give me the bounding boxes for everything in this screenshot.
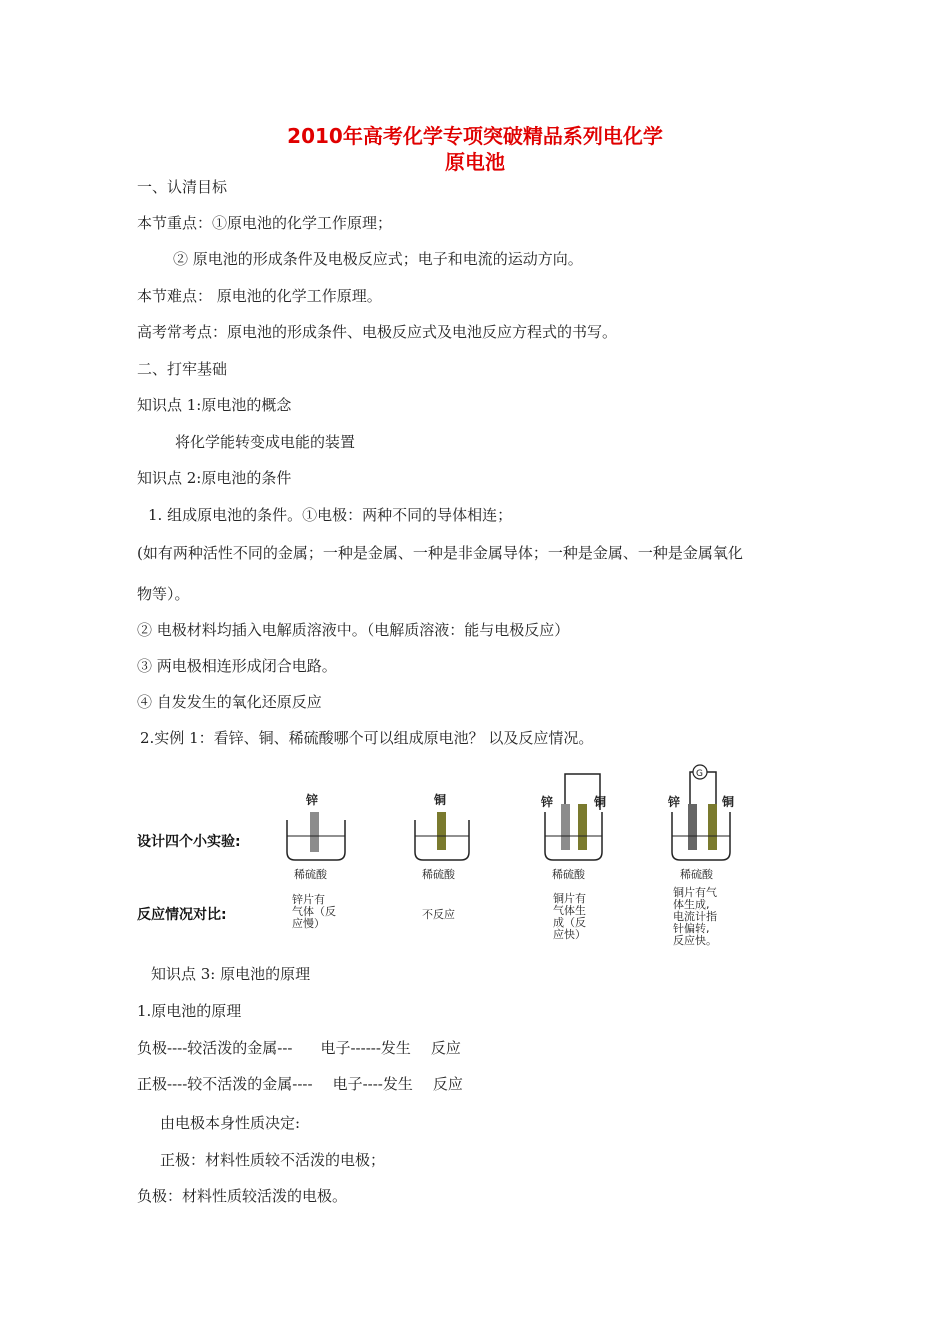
result-1-line: 气体（反 <box>292 905 336 918</box>
condition-1-note: (如有两种活性不同的金属；一种是金属、一种是非金属导体；一种是金属、一种是金属氧化 <box>137 544 743 562</box>
result-4-line: 铜片有气 <box>673 886 717 899</box>
difficult-point: 本节难点： 原电池的化学工作原理。 <box>137 287 382 305</box>
knowledge-point-2: 知识点 2:原电池的条件 <box>137 469 292 487</box>
result-3 <box>553 891 586 941</box>
positive-part-a: 正极----较不活泼的金属---- <box>137 1075 313 1093</box>
beaker-zinc-copper <box>540 774 606 881</box>
zinc-electrode <box>310 812 319 852</box>
negative-part-b: 电子------发生 <box>320 1039 411 1057</box>
label-zinc-4: 锌 <box>668 795 681 809</box>
positive-part-c: 反应 <box>432 1075 463 1093</box>
galvanometer-label: G <box>696 769 703 779</box>
key-point: 本节重点：①原电池的化学工作原理； <box>137 214 393 232</box>
condition-1-note-end: 物等）。 <box>137 585 190 603</box>
result-1-line: 锌片有 <box>292 893 325 906</box>
knowledge-point-1: 知识点 1:原电池的概念 <box>137 396 292 414</box>
title-line-2: 原电池 <box>445 150 505 174</box>
section-1-heading: 一、认清目标 <box>137 178 228 196</box>
label-copper-2: 铜 <box>434 793 447 807</box>
solution-label-1: 稀硫酸 <box>294 868 327 881</box>
negative-definition: 负极：材料性质较活泼的电极。 <box>137 1187 348 1205</box>
decided-by: 由电极本身性质决定: <box>160 1114 301 1132</box>
copper-electrode <box>437 812 446 850</box>
positive-definition: 正极：材料性质较不活泼的电极； <box>160 1151 386 1169</box>
section-2-heading: 二、打牢基础 <box>137 360 228 378</box>
result-4-line: 体生成, <box>673 898 710 911</box>
label-copper-4: 铜 <box>722 795 735 809</box>
positive-part-b: 电子----发生 <box>332 1075 413 1093</box>
zinc-electrode <box>688 804 697 850</box>
copper-electrode <box>578 804 587 850</box>
result-2: 不反应 <box>422 908 455 921</box>
copper-electrode <box>708 804 717 850</box>
result-1-line: 应慢） <box>292 917 325 930</box>
result-3-line: 成（反 <box>553 916 586 929</box>
result-4-line: 针偏转, <box>673 922 710 935</box>
definition: 将化学能转变成电能的装置 <box>175 433 356 451</box>
condition-1: 1. 组成原电池的条件。①电极：两种不同的导体相连； <box>148 506 513 524</box>
experiment-figure <box>0 760 950 960</box>
row-label-results: 反应情况对比: <box>137 907 227 923</box>
result-4-line: 电流计指 <box>673 910 717 923</box>
key-point-2: ② 原电池的形成条件及电极反应式；电子和电流的运动方向。 <box>173 250 583 268</box>
exam-point: 高考常考点：原电池的形成条件、电极反应式及电池反应方程式的书写。 <box>137 323 618 341</box>
principle-heading: 1.原电池的原理 <box>137 1002 242 1020</box>
row-label-experiments: 设计四个小实验: <box>137 834 241 850</box>
example-1: 2.实例 1：看锌、铜、稀硫酸哪个可以组成原电池？ 以及反应情况。 <box>140 729 594 747</box>
solution-label-4: 稀硫酸 <box>680 868 713 881</box>
title-line-1: 2010年高考化学专项突破精品系列电化学 <box>287 124 663 148</box>
label-copper-3: 铜 <box>594 795 607 809</box>
condition-4: ④ 自发发生的氧化还原反应 <box>137 693 322 711</box>
beaker-galvanometer <box>667 765 734 881</box>
solution-label-3: 稀硫酸 <box>552 868 585 881</box>
label-zinc-1: 锌 <box>306 793 319 807</box>
result-4 <box>673 885 717 947</box>
zinc-electrode <box>561 804 570 850</box>
condition-2: ② 电极材料均插入电解质溶液中。（电解质溶液：能与电极反应） <box>137 621 570 639</box>
beaker-copper <box>415 792 469 881</box>
beaker-zinc <box>287 792 345 881</box>
label-zinc-3: 锌 <box>541 795 554 809</box>
result-3-line: 铜片有 <box>553 892 586 905</box>
knowledge-point-3: 知识点 3: 原电池的原理 <box>151 965 311 983</box>
negative-part-a: 负极----较活泼的金属--- <box>137 1039 293 1057</box>
negative-electrode-line <box>137 1038 461 1058</box>
condition-3: ③ 两电极相连形成闭合电路。 <box>137 657 337 675</box>
solution-label-2: 稀硫酸 <box>422 868 455 881</box>
result-3-line: 应快） <box>553 928 586 941</box>
result-1 <box>292 892 336 930</box>
positive-electrode-line <box>137 1074 463 1094</box>
result-4-line: 反应快。 <box>673 934 717 947</box>
negative-part-c: 反应 <box>430 1039 461 1057</box>
result-3-line: 气体生 <box>553 904 586 917</box>
